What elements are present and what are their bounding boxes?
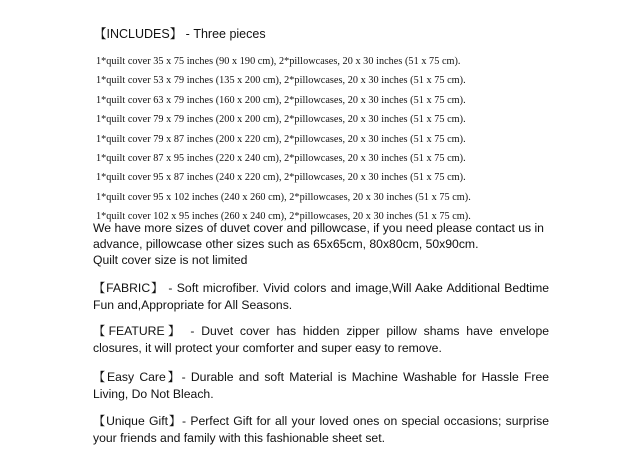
size-item: 1*quilt cover 53 x 79 inches (135 x 200 cm), 2*pillowcases, 20 x 30 inches (51 x 75 cm). [96, 75, 466, 87]
easy-care-paragraph: 【Easy Care】- Durable and soft Material is Machine Washable for Hassle Free Living, Do Not Bleach. [93, 370, 549, 401]
size-item: 1*quilt cover 95 x 102 inches (240 x 260 cm), 2*pillowcases, 20 x 30 inches (51 x 75 cm). [96, 191, 471, 203]
size-item: 1*quilt cover 79 x 79 inches (200 x 200 cm), 2*pillowcases, 20 x 30 inches (51 x 75 cm). [96, 114, 466, 126]
feature-paragraph: 【FEATURE】 - Duvet cover has hidden zipper pillow shams have envelope closures, it will protect your comforter and super easy to remove. [93, 324, 549, 355]
fabric-paragraph: 【FABRIC】 - Soft microfiber. Vivid colors and image,Will Aake Additional Bedtime Fun and,Appropriate for All Seasons. [93, 281, 549, 312]
size-item: 1*quilt cover 102 x 95 inches (260 x 240 cm), 2*pillowcases, 20 x 30 inches (51 x 75 cm). [96, 211, 471, 223]
size-not-limited-note: Quilt cover size is not limited [93, 253, 248, 267]
includes-heading: 【INCLUDES】 - Three pieces [94, 27, 266, 41]
unique-gift-paragraph: 【Unique Gift】- Perfect Gift for all your loved ones on special occasions; surprise your friends and family with this fashionable sheet set. [93, 414, 549, 445]
size-item: 1*quilt cover 63 x 79 inches (160 x 200 cm), 2*pillowcases, 20 x 30 inches (51 x 75 cm). [96, 94, 466, 106]
size-item: 1*quilt cover 87 x 95 inches (220 x 240 cm), 2*pillowcases, 20 x 30 inches (51 x 75 cm). [96, 153, 466, 165]
size-item: 1*quilt cover 79 x 87 inches (200 x 220 cm), 2*pillowcases, 20 x 30 inches (51 x 75 cm). [96, 133, 466, 145]
more-sizes-paragraph: We have more sizes of duvet cover and pillowcase, if you need please contact us in advance, pillowcase other sizes such as 65x65cm, 80x80cm, 50x90cm. [93, 221, 544, 251]
size-item: 1*quilt cover 35 x 75 inches (90 x 190 cm), 2*pillowcases, 20 x 30 inches (51 x 75 cm). [96, 56, 461, 67]
size-list [96, 52, 471, 227]
size-item: 1*quilt cover 95 x 87 inches (240 x 220 cm), 2*pillowcases, 20 x 30 inches (51 x 75 cm). [96, 172, 466, 184]
